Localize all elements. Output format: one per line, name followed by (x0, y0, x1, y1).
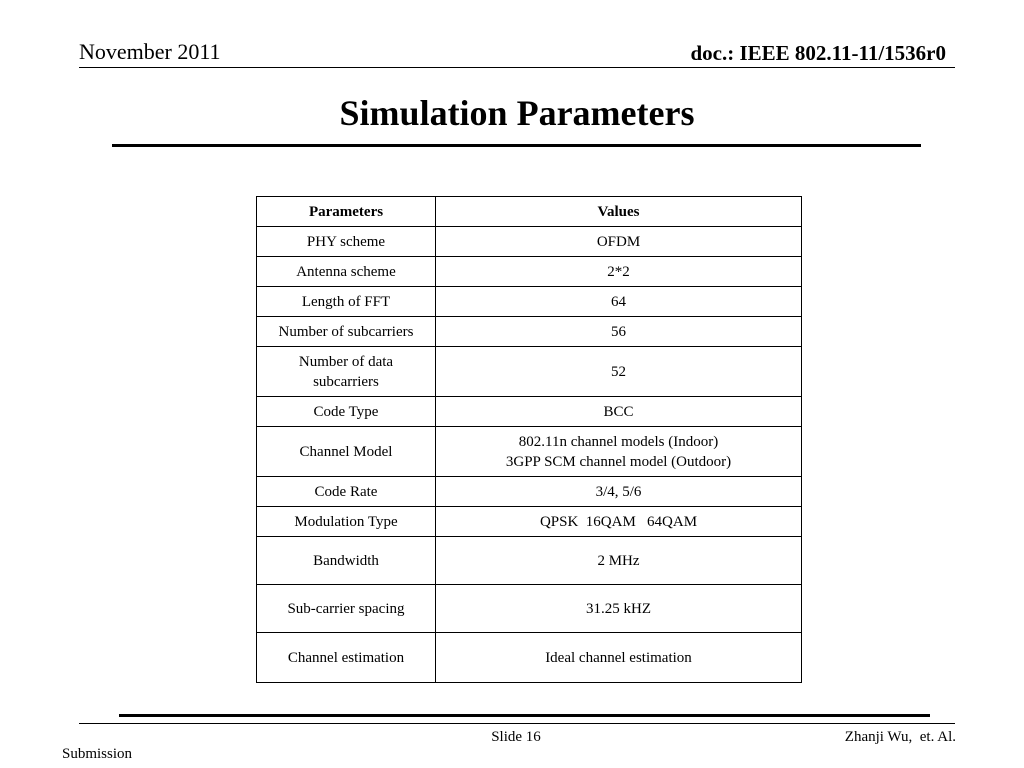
param-cell: Antenna scheme (257, 257, 436, 287)
param-cell (257, 347, 436, 397)
value-cell (436, 427, 802, 477)
value-cell: 56 (436, 317, 802, 347)
value-cell: BCC (436, 397, 802, 427)
value-cell: 31.25 kHZ (436, 585, 802, 633)
param-cell: Bandwidth (257, 537, 436, 585)
slide-number: Slide 16 (491, 729, 541, 745)
value-cell: QPSK 16QAM 64QAM (436, 507, 802, 537)
value-cell: Ideal channel estimation (436, 633, 802, 683)
table-row (257, 227, 802, 257)
footer-divider-thick (119, 714, 930, 717)
table-row (257, 397, 802, 427)
value-cell-line: 802.11n channel models (Indoor) (518, 433, 719, 450)
table-row (257, 585, 802, 633)
param-cell: Code Type (257, 397, 436, 427)
parameters-table (256, 196, 802, 683)
value-cell: OFDM (436, 227, 802, 257)
param-cell-line: Number of data (298, 353, 394, 370)
column-header-parameters: Parameters (257, 197, 436, 227)
param-cell-line: subcarriers (313, 373, 379, 390)
value-cell: 2 MHz (436, 537, 802, 585)
param-cell: PHY scheme (257, 227, 436, 257)
table-row (257, 347, 802, 397)
header-divider (79, 67, 955, 68)
title-underline (112, 144, 921, 147)
value-cell-line: 3GPP SCM channel model (Outdoor) (505, 453, 732, 470)
value-cell: 3/4, 5/6 (436, 477, 802, 507)
footer-author: Zhanji Wu, et. Al. (844, 729, 956, 745)
param-cell: Channel Model (257, 427, 436, 477)
param-cell: Length of FFT (257, 287, 436, 317)
table-row (257, 537, 802, 585)
slide-title: Simulation Parameters (339, 93, 695, 133)
param-cell: Channel estimation (257, 633, 436, 683)
column-header-values: Values (436, 197, 802, 227)
table-row (257, 257, 802, 287)
param-cell: Modulation Type (257, 507, 436, 537)
value-cell: 52 (436, 347, 802, 397)
param-cell: Sub-carrier spacing (257, 585, 436, 633)
header-date: November 2011 (79, 39, 221, 64)
table-row (257, 317, 802, 347)
param-cell: Number of subcarriers (257, 317, 436, 347)
table-row (257, 477, 802, 507)
header-doc-id: doc.: IEEE 802.11-11/1536r0 (690, 41, 946, 65)
value-cell: 64 (436, 287, 802, 317)
value-cell: 2*2 (436, 257, 802, 287)
table-row (257, 507, 802, 537)
footer-divider-thin (79, 723, 955, 724)
table-header-row (257, 197, 802, 227)
table-row (257, 633, 802, 683)
table-row (257, 427, 802, 477)
param-cell: Code Rate (257, 477, 436, 507)
footer-submission: Submission (62, 746, 133, 762)
table-row (257, 287, 802, 317)
